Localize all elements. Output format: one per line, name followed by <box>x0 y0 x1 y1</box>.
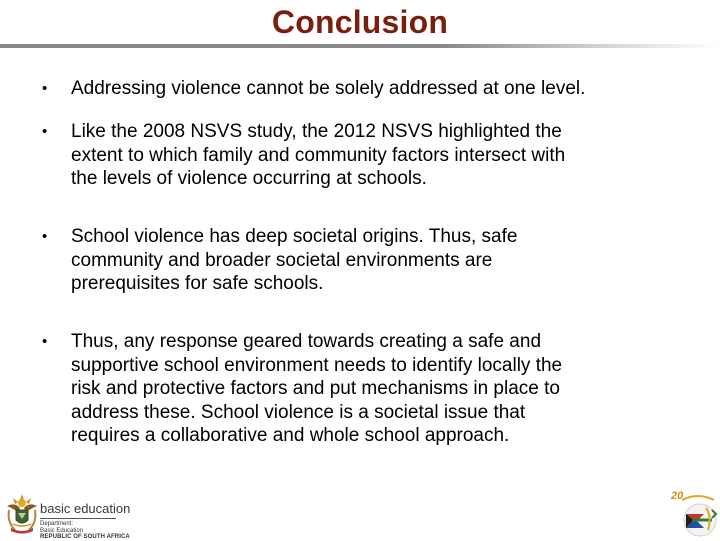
department-name: Basic Education <box>40 527 84 534</box>
bullet-line: Addressing violence cannot be solely addressed at one level. <box>71 78 586 99</box>
country-name: REPUBLIC OF SOUTH AFRICA <box>40 534 130 540</box>
bullet-line: Thus, any response geared towards creating a safe and <box>71 331 542 352</box>
bullet-line: extent to which family and community factors intersect with <box>71 144 566 166</box>
freedom-badge <box>668 486 720 540</box>
bullet-line: Like the 2008 NSVS study, the 2012 NSVS highlighted the <box>71 121 562 142</box>
bullet-marker: • <box>42 80 48 97</box>
bullet-line: School violence has deep societal origins. Thus, safe <box>71 226 518 247</box>
bullet-marker: • <box>42 123 48 140</box>
bullet-text <box>71 225 671 296</box>
bullet-line: risk and protective factors and put mechanisms in place to <box>71 378 560 399</box>
department-wordmark <box>40 502 150 541</box>
bullet-text <box>71 120 671 191</box>
bullet-line: community and broader societal environments are <box>71 249 493 271</box>
department-logo <box>0 486 200 540</box>
bullet-text <box>71 330 671 448</box>
brand-name: basic education <box>40 501 131 516</box>
brand-divider <box>40 518 116 519</box>
bullet-line: prerequisites for safe schools. <box>71 273 324 294</box>
bullet-line: the levels of violence occurring at schools. <box>71 168 427 189</box>
bullet-marker: • <box>42 333 48 350</box>
badge-number: 20 <box>671 490 684 502</box>
department-label: Department: <box>40 521 74 527</box>
bullet-line: supportive school environment needs to identify locally the <box>71 354 563 376</box>
page-title: Conclusion <box>271 4 449 40</box>
title-divider <box>0 44 720 48</box>
coat-of-arms-icon <box>3 492 41 536</box>
title-bar <box>0 0 720 48</box>
bullet-line: address these. School violence is a societal issue that <box>71 401 526 423</box>
bullet-text <box>71 77 671 101</box>
bullet-marker: • <box>42 228 48 245</box>
bullet-line: requires a collaborative and whole school approach. <box>71 425 510 446</box>
